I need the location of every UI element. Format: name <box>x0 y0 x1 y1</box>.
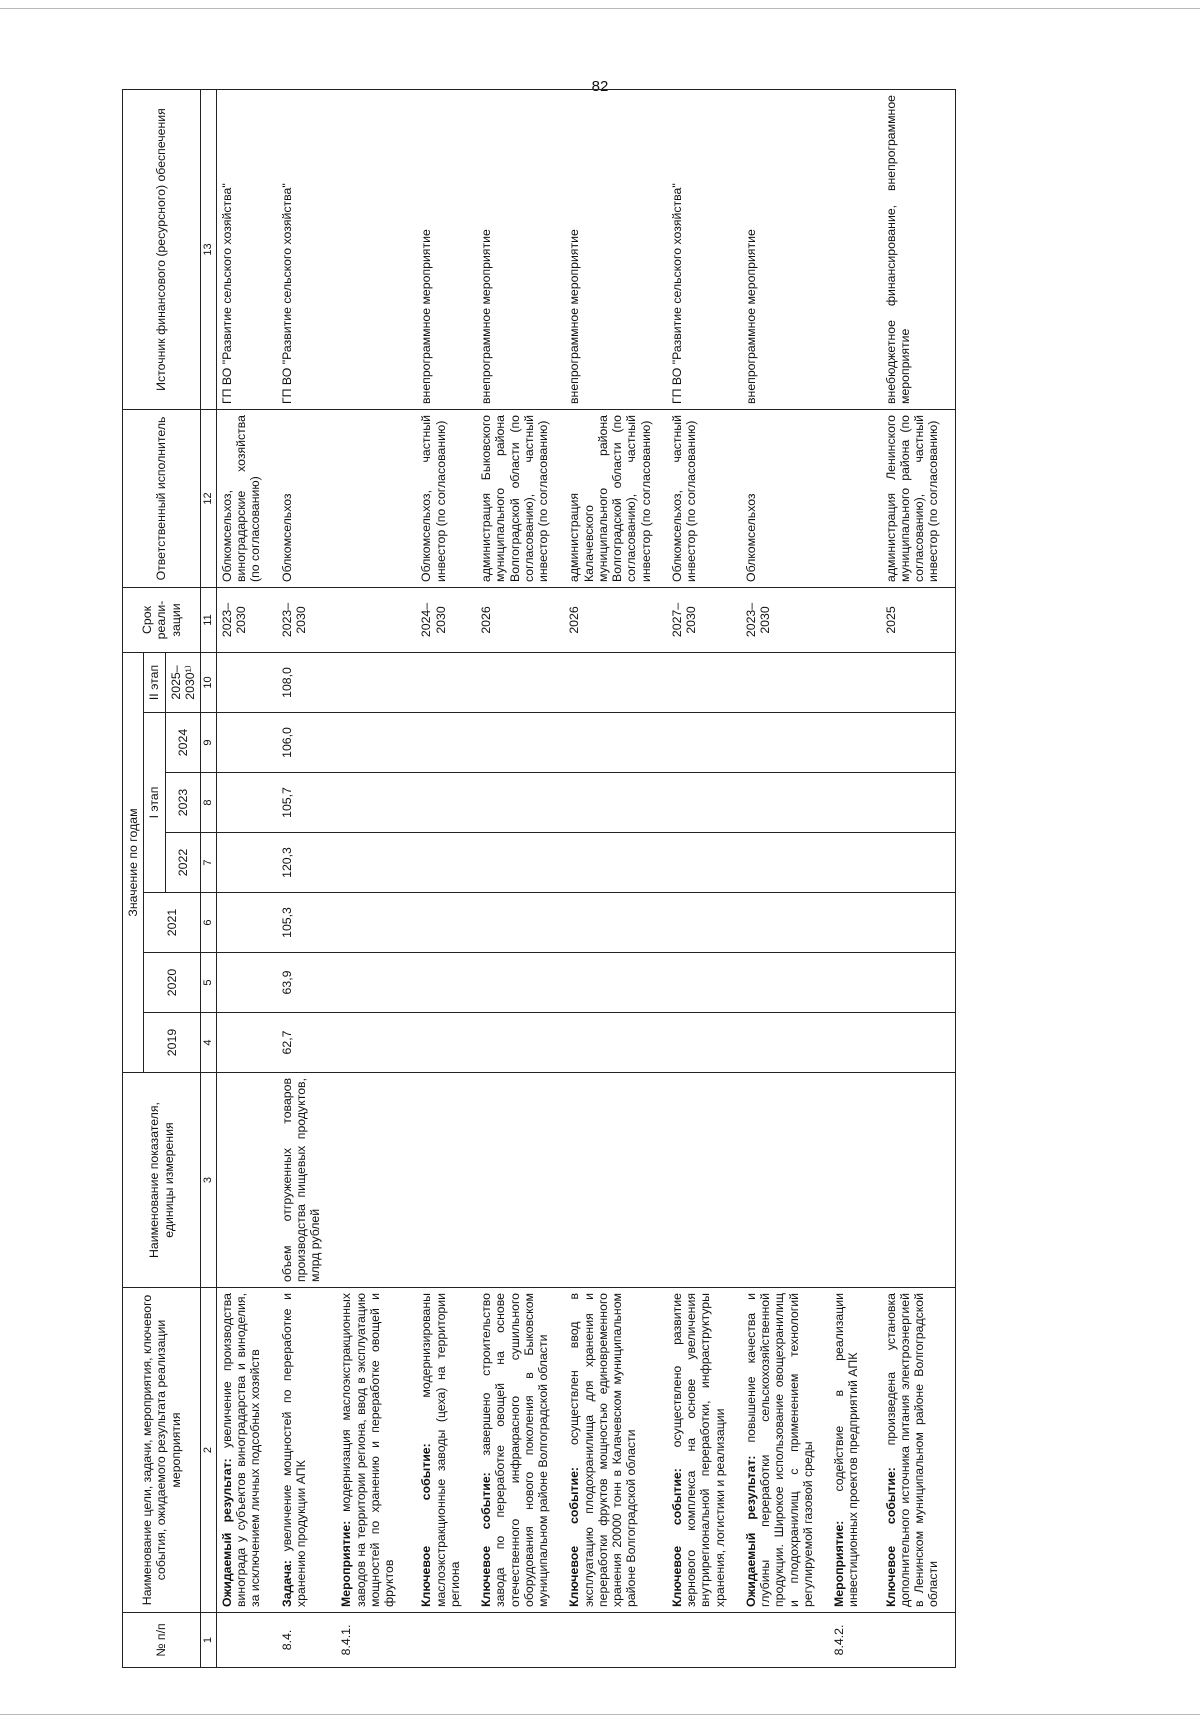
item-text: содействие в реализации инвестиционных проектов предприятий АПК <box>832 1293 861 1607</box>
cell-num <box>564 1613 667 1668</box>
cell-value-2023 <box>667 773 741 833</box>
item-text: увеличение производства винограда у субъектов виноградарства и виноделия, за исключением личных подсобных хозяйств <box>219 1292 263 1607</box>
cell-value-2025-2030 <box>829 652 881 712</box>
cell-term <box>336 587 416 652</box>
cell-executor <box>829 409 881 587</box>
cell-value-2020 <box>416 953 476 1013</box>
header-values-by-year: Значение по годам <box>123 652 144 1072</box>
table-row <box>741 89 829 1667</box>
cell-value-2019 <box>667 1013 741 1073</box>
cell-term: 2026 <box>564 587 667 652</box>
item-type-label: Мероприятие: <box>339 1520 354 1607</box>
cell-value-2019 <box>416 1013 476 1073</box>
cell-value-2019 <box>741 1013 829 1073</box>
item-type-label: Ключевое событие: <box>567 1466 582 1607</box>
cell-value-2019 <box>564 1013 667 1073</box>
cell-name <box>741 1288 829 1613</box>
header-year-2020: 2020 <box>144 953 201 1013</box>
cell-source: ГП ВО "Развитие сельского хозяйства" <box>216 89 276 409</box>
cell-term: 2025 <box>881 587 956 652</box>
cell-executor: Облкомсельхоз <box>741 409 829 587</box>
column-number: 7 <box>201 833 217 893</box>
cell-value-2021 <box>829 893 881 953</box>
cell-value-2023 <box>336 773 416 833</box>
item-type-label: Ключевое событие: <box>883 1467 898 1607</box>
table-header <box>123 89 217 1667</box>
cell-value-2022 <box>667 833 741 893</box>
rotated-page <box>122 90 1122 1668</box>
column-number-row <box>201 89 217 1667</box>
plan-table <box>122 89 956 1668</box>
column-number: 13 <box>201 89 217 409</box>
cell-value-2024 <box>564 713 667 773</box>
cell-indicator <box>416 1073 476 1288</box>
cell-executor: Облкомсельхоз, частный инвестор (по согласованию) <box>416 409 476 587</box>
cell-value-2020 <box>667 953 741 1013</box>
cell-value-2024 <box>881 713 956 773</box>
header-stage-1: I этап <box>144 713 165 893</box>
cell-indicator <box>564 1073 667 1288</box>
cell-executor: Облкомсельхоз, виноградарские хозяйства (по согласованию) <box>216 409 276 587</box>
cell-value-2023 <box>416 773 476 833</box>
cell-value-2020 <box>829 953 881 1013</box>
column-number: 1 <box>201 1613 217 1668</box>
column-number: 5 <box>201 953 217 1013</box>
column-number: 10 <box>201 652 217 712</box>
cell-value-2021 <box>741 893 829 953</box>
cell-name <box>881 1288 956 1613</box>
header-year-2025-2030: 2025–2030¹⁾ <box>165 652 201 712</box>
cell-value-2019 <box>881 1013 956 1073</box>
table-row <box>476 89 564 1667</box>
cell-num <box>741 1613 829 1668</box>
cell-value-2022 <box>829 833 881 893</box>
cell-num: 8.4.1. <box>336 1613 416 1668</box>
header-source: Источник финансового (ресурсного) обеспечения <box>123 89 201 409</box>
item-text: повышение качества и глубины переработки сельскохозяйственной продукции. Широкое использование овощехранилищ и плодохранилищ с применением технологий регулируемой газовой среды <box>743 1292 815 1607</box>
cell-value-2025-2030 <box>216 652 276 712</box>
header-indicator: Наименование показателя, единицы измерения <box>123 1073 201 1288</box>
header-year-2023: 2023 <box>165 773 201 833</box>
cell-executor <box>336 409 416 587</box>
cell-value-2020 <box>741 953 829 1013</box>
cell-num: 8.4. <box>277 1613 337 1668</box>
cell-source: внепрограммное мероприятие <box>741 89 829 409</box>
cell-value-2022 <box>416 833 476 893</box>
cell-num <box>416 1613 476 1668</box>
cell-value-2025-2030 <box>881 652 956 712</box>
header-year-2021: 2021 <box>144 893 201 953</box>
cell-value-2024 <box>336 713 416 773</box>
column-number: 12 <box>201 409 217 587</box>
cell-value-2024 <box>476 713 564 773</box>
page-number: 82 <box>591 78 609 95</box>
table-row <box>277 89 337 1667</box>
cell-value-2022 <box>476 833 564 893</box>
item-type-label: Ключевое событие: <box>479 1472 493 1607</box>
table-row <box>336 89 416 1667</box>
cell-value-2024 <box>667 713 741 773</box>
cell-value-2020 <box>216 953 276 1013</box>
cell-value-2022 <box>881 833 956 893</box>
cell-name <box>667 1288 741 1613</box>
cell-value-2023 <box>564 773 667 833</box>
cell-source <box>336 89 416 409</box>
cell-value-2024 <box>416 713 476 773</box>
cell-value-2024 <box>741 713 829 773</box>
column-number: 3 <box>201 1073 217 1288</box>
column-number: 2 <box>201 1288 217 1613</box>
item-text: произведена установка дополнительного источника питания электроэнергией в Ленинском муниципальном районе Волгоградской области <box>883 1293 941 1607</box>
cell-num <box>881 1613 956 1668</box>
item-type-label: Мероприятие: <box>832 1520 846 1607</box>
cell-indicator <box>216 1073 276 1288</box>
column-number: 9 <box>201 713 217 773</box>
cell-value-2024: 106,0 <box>277 713 337 773</box>
item-text: увеличение мощностей по переработке и хранению продукции АПК <box>279 1293 308 1607</box>
cell-value-2025-2030 <box>476 652 564 712</box>
table-row <box>829 89 881 1667</box>
cell-indicator: объем отгруженных товаров производства пищевых продуктов, млрд рублей <box>277 1073 337 1288</box>
cell-value-2025-2030 <box>336 652 416 712</box>
header-term: Срок реали-зации <box>123 587 201 652</box>
cell-source: внепрограммное мероприятие <box>476 89 564 409</box>
scan-edge-line <box>0 1714 1200 1715</box>
column-number: 11 <box>201 587 217 652</box>
cell-name <box>476 1288 564 1613</box>
cell-source <box>829 89 881 409</box>
item-text: осуществлен ввод в эксплуатацию плодохранилища для хранения и переработки фруктов мощностью единовременного хранения 20000 тонн в Калачевском муниципальном районе Волгоградской области <box>567 1293 639 1607</box>
cell-value-2021 <box>336 893 416 953</box>
cell-value-2020 <box>336 953 416 1013</box>
header-executor: Ответственный исполнитель <box>123 409 201 587</box>
item-type-label: Задача: <box>279 1560 294 1607</box>
header-year-2019: 2019 <box>144 1013 201 1073</box>
cell-source: ГП ВО "Развитие сельского хозяйства" <box>277 89 337 409</box>
table-row <box>881 89 956 1667</box>
cell-term: 2026 <box>476 587 564 652</box>
header-stage-2: II этап <box>144 652 165 712</box>
cell-term: 2023–2030 <box>277 587 337 652</box>
cell-source: внебюджетное финансирование, внепрограммное мероприятие <box>881 89 956 409</box>
column-number: 4 <box>201 1013 217 1073</box>
cell-value-2025-2030 <box>564 652 667 712</box>
cell-value-2021 <box>416 893 476 953</box>
cell-source: внепрограммное мероприятие <box>416 89 476 409</box>
item-type-label: Ожидаемый результат: <box>219 1458 234 1607</box>
cell-term: 2023–2030 <box>741 587 829 652</box>
cell-value-2020 <box>476 953 564 1013</box>
cell-value-2019 <box>216 1013 276 1073</box>
header-year-2024: 2024 <box>165 713 201 773</box>
cell-value-2023 <box>881 773 956 833</box>
header-year-2022: 2022 <box>165 833 201 893</box>
cell-name <box>336 1288 416 1613</box>
cell-value-2021 <box>564 893 667 953</box>
cell-executor: Облкомсельхоз <box>277 409 337 587</box>
cell-indicator <box>829 1073 881 1288</box>
cell-value-2025-2030: 108,0 <box>277 652 337 712</box>
cell-value-2023: 105,7 <box>277 773 337 833</box>
item-text: модернизированы маслоэкстракционные заводы (цеха) на территории региона <box>419 1293 462 1607</box>
cell-value-2022 <box>216 833 276 893</box>
cell-value-2021 <box>216 893 276 953</box>
header-num: № п/п <box>123 1613 201 1668</box>
item-type-label: Ключевое событие: <box>669 1468 684 1607</box>
cell-indicator <box>476 1073 564 1288</box>
cell-value-2020 <box>564 953 667 1013</box>
table-row <box>216 89 276 1667</box>
cell-value-2022: 120,3 <box>277 833 337 893</box>
cell-term: 2024–2030 <box>416 587 476 652</box>
cell-name <box>277 1288 337 1613</box>
item-type-label: Ключевое событие: <box>419 1443 434 1607</box>
cell-executor: администрация Быковского муниципального района Волгоградской области (по согласованию), частный инвестор (по согласованию) <box>476 409 564 587</box>
cell-value-2022 <box>741 833 829 893</box>
cell-indicator <box>336 1073 416 1288</box>
cell-value-2021: 105,3 <box>277 893 337 953</box>
item-text: модернизация маслоэкстракционных заводов на территории региона, ввод в эксплуатацию мощностей по хранению и переработке овощей и фруктов <box>339 1293 396 1607</box>
cell-value-2019 <box>336 1013 416 1073</box>
cell-executor: администрация Ленинского муниципального района (по согласованию), частный инвестор (по согласованию) <box>881 409 956 587</box>
column-number: 8 <box>201 773 217 833</box>
cell-executor: Облкомсельхоз, частный инвестор (по согласованию) <box>667 409 741 587</box>
cell-value-2025-2030 <box>741 652 829 712</box>
cell-value-2021 <box>667 893 741 953</box>
cell-name <box>416 1288 476 1613</box>
cell-value-2023 <box>829 773 881 833</box>
cell-name <box>564 1288 667 1613</box>
cell-num <box>667 1613 741 1668</box>
cell-name <box>216 1288 276 1613</box>
cell-value-2024 <box>829 713 881 773</box>
cell-value-2019 <box>829 1013 881 1073</box>
item-text: завершено строительство завода по переработке овощей на основе отечественного инфракрасного сушильного оборудования нового поколения в Быковском муниципальном районе Волгоградской области <box>479 1293 550 1607</box>
cell-num <box>216 1613 276 1668</box>
cell-value-2025-2030 <box>416 652 476 712</box>
cell-indicator <box>741 1073 829 1288</box>
cell-value-2023 <box>741 773 829 833</box>
cell-indicator <box>881 1073 956 1288</box>
cell-value-2020: 63,9 <box>277 953 337 1013</box>
cell-source: внепрограммное мероприятие <box>564 89 667 409</box>
cell-value-2019: 62,7 <box>277 1013 337 1073</box>
table-row <box>667 89 741 1667</box>
item-type-label: Ожидаемый результат: <box>743 1455 758 1607</box>
cell-source: ГП ВО "Развитие сельского хозяйства" <box>667 89 741 409</box>
scan-edge-line <box>0 8 1200 9</box>
cell-value-2024 <box>216 713 276 773</box>
header-name: Наименование цели, задачи, мероприятия, ключевого события, ожидаемого результата реализации мероприятия <box>123 1288 201 1613</box>
table-row <box>416 89 476 1667</box>
item-text: осуществлено развитие зернового комплекса на основе увеличения внутрирегиональной переработки, инфраструктуры хранения, логистики и реализации <box>669 1293 727 1607</box>
cell-term <box>829 587 881 652</box>
cell-num <box>476 1613 564 1668</box>
cell-value-2021 <box>881 893 956 953</box>
cell-name <box>829 1288 881 1613</box>
cell-value-2023 <box>216 773 276 833</box>
cell-num: 8.4.2. <box>829 1613 881 1668</box>
column-number: 6 <box>201 893 217 953</box>
cell-value-2021 <box>476 893 564 953</box>
cell-executor: администрация Калачевского муниципального района Волгоградской области (по согласованию), частный инвестор (по согласованию) <box>564 409 667 587</box>
cell-term: 2023–2030 <box>216 587 276 652</box>
cell-value-2022 <box>336 833 416 893</box>
cell-value-2023 <box>476 773 564 833</box>
cell-value-2025-2030 <box>667 652 741 712</box>
cell-value-2022 <box>564 833 667 893</box>
cell-value-2020 <box>881 953 956 1013</box>
cell-value-2019 <box>476 1013 564 1073</box>
table-row <box>564 89 667 1667</box>
cell-indicator <box>667 1073 741 1288</box>
cell-term: 2027–2030 <box>667 587 741 652</box>
table-body <box>216 89 955 1667</box>
